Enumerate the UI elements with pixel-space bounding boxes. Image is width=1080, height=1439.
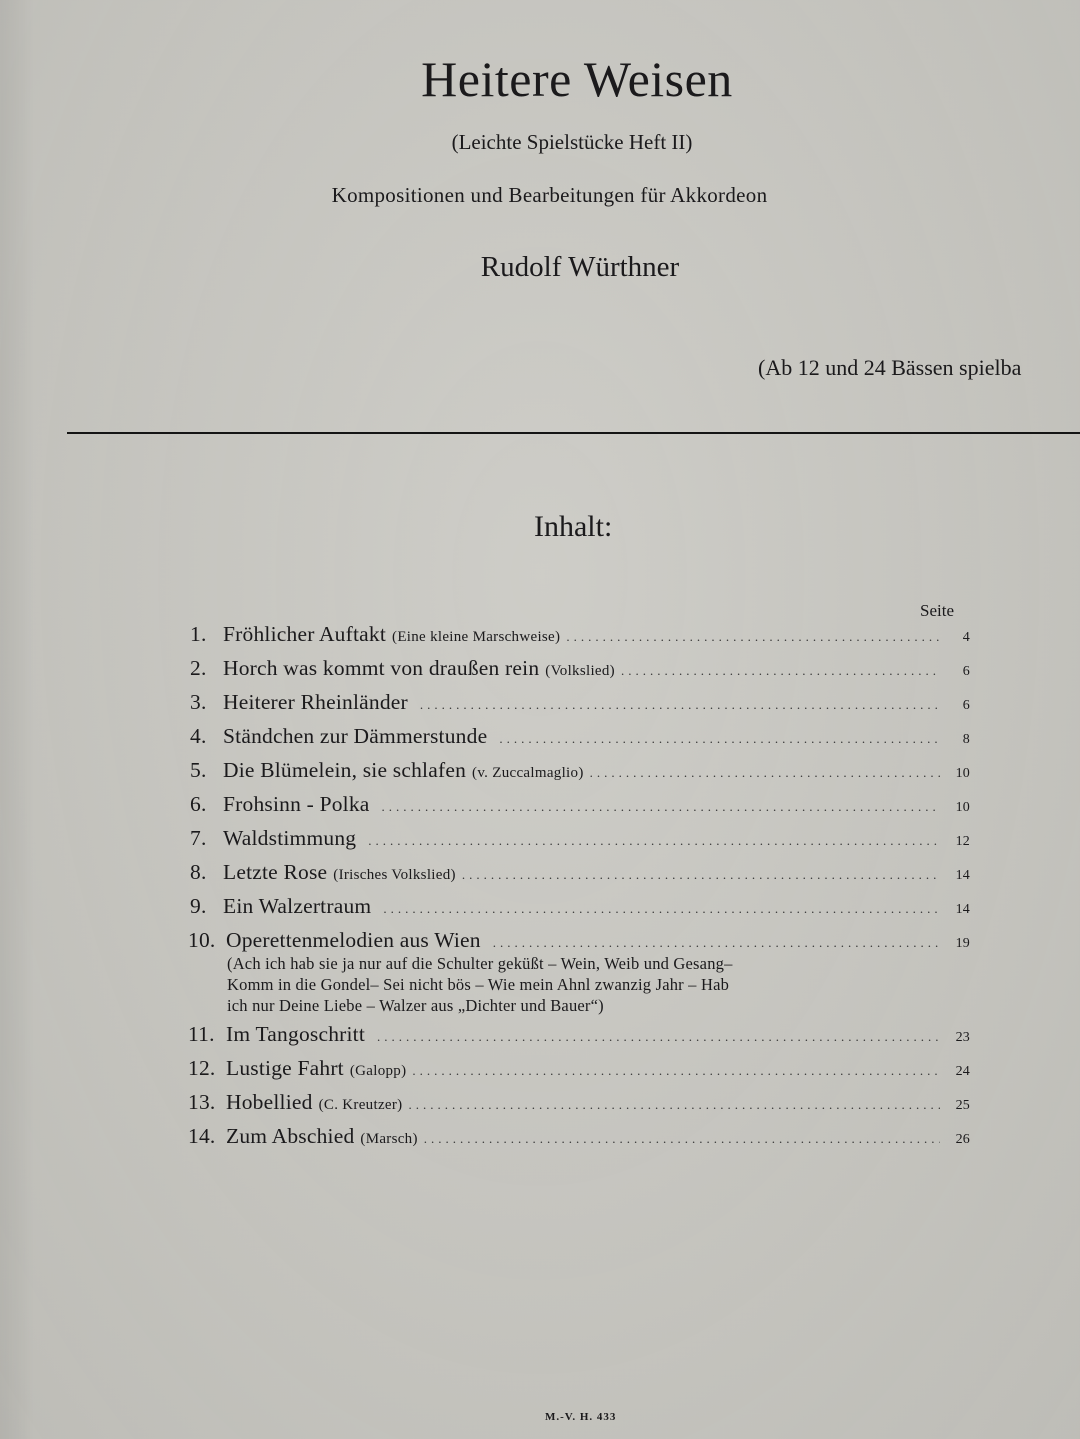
entry-note: (Irisches Volkslied) — [333, 867, 456, 883]
toc-entry — [190, 1124, 970, 1158]
sub-line: Komm in die Gondel– Sei nicht bös – Wie mein Ahnl zwanzig Jahr – Hab — [227, 975, 730, 994]
entry-number: 9. — [190, 894, 207, 918]
dot-leader — [424, 1131, 940, 1147]
entry-note: (Volkslied) — [545, 663, 615, 679]
entry-number: 5. — [190, 758, 207, 782]
entry-title: Frohsinn - Polka — [223, 792, 370, 816]
horizontal-rule — [67, 432, 1080, 434]
toc-entry — [190, 1056, 970, 1090]
toc-entry — [190, 826, 970, 860]
entry-page: 10 — [955, 800, 970, 815]
entry-number: 3. — [190, 690, 207, 714]
entry-sub-list — [227, 953, 970, 1016]
dot-leader — [590, 765, 940, 781]
dot-leader — [412, 1063, 940, 1079]
dot-leader — [499, 731, 940, 747]
dot-leader — [420, 697, 940, 713]
document-subtitle: (Leichte Spielstücke Heft II) — [451, 130, 693, 154]
dot-leader — [621, 663, 940, 679]
entry-page: 24 — [955, 1064, 970, 1079]
entry-page: 6 — [962, 664, 970, 679]
entry-title: Lustige Fahrt — [226, 1056, 344, 1080]
entry-title: Letzte Rose — [223, 860, 328, 884]
entry-title: Heiterer Rheinländer — [223, 690, 408, 714]
page-column-label: Seite — [920, 601, 954, 620]
entry-title: Operettenmelodien aus Wien — [226, 928, 481, 952]
toc-entry — [190, 758, 970, 792]
entry-page: 12 — [955, 834, 970, 849]
toc-entry — [190, 690, 970, 724]
entry-number: 10. — [188, 928, 216, 952]
table-of-contents — [190, 622, 970, 1158]
toc-entry — [190, 894, 970, 928]
dot-leader — [493, 935, 940, 951]
dot-leader — [368, 833, 940, 849]
entry-page: 8 — [962, 732, 970, 747]
entry-page: 26 — [955, 1132, 970, 1147]
toc-entry — [190, 724, 970, 758]
dot-leader — [566, 629, 940, 645]
contents-heading: Inhalt: — [534, 510, 613, 543]
bass-note: (Ab 12 und 24 Bässen spielba — [758, 355, 1022, 380]
document-description: Kompositionen und Bearbeitungen für Akkordeon — [331, 183, 768, 207]
entry-title: Im Tangoschritt — [226, 1022, 366, 1046]
dot-leader — [382, 799, 940, 815]
entry-number: 1. — [190, 622, 207, 646]
entry-note: (Eine kleine Marschweise) — [392, 629, 561, 645]
toc-entry — [190, 656, 970, 690]
entry-number: 11. — [188, 1022, 215, 1046]
entry-page: 6 — [962, 698, 970, 713]
entry-title: Waldstimmung — [223, 826, 357, 850]
entry-page: 10 — [955, 766, 970, 781]
entry-note: (C. Kreutzer) — [318, 1097, 403, 1113]
entry-note: (Marsch) — [360, 1131, 418, 1147]
entry-title: Horch was kommt von draußen rein — [223, 656, 540, 680]
toc-entry — [190, 622, 970, 656]
toc-entry — [190, 1022, 970, 1056]
entry-number: 13. — [188, 1090, 216, 1114]
sub-line: ich nur Deine Liebe – Walzer aus „Dichter und Bauer“) — [227, 996, 604, 1015]
dot-leader — [408, 1097, 940, 1113]
toc-entry — [190, 1090, 970, 1124]
author-name: Rudolf Würthner — [480, 251, 680, 283]
document-title: Heitere Weisen — [421, 51, 733, 107]
entry-page: 19 — [955, 936, 970, 951]
entry-number: 4. — [190, 724, 207, 748]
entry-note: (v. Zuccalmaglio) — [472, 765, 584, 781]
entry-page: 4 — [962, 630, 970, 645]
entry-number: 14. — [188, 1124, 216, 1148]
entry-title: Ständchen zur Dämmerstunde — [223, 724, 488, 748]
entry-page: 25 — [955, 1098, 970, 1113]
dot-leader — [377, 1029, 940, 1045]
entry-note: (Galopp) — [349, 1063, 407, 1079]
entry-page: 14 — [955, 868, 970, 883]
entry-page: 14 — [955, 902, 970, 917]
entry-number: 6. — [190, 792, 207, 816]
entry-title: Fröhlicher Auftakt — [223, 622, 387, 646]
entry-title: Die Blümelein, sie schlafen — [223, 758, 467, 782]
entry-number: 7. — [190, 826, 207, 850]
entry-title: Zum Abschied — [226, 1124, 355, 1148]
catalog-number: M.-V. H. 433 — [545, 1411, 617, 1423]
dot-leader — [383, 901, 940, 917]
entry-page: 23 — [955, 1030, 970, 1045]
entry-number: 12. — [188, 1056, 216, 1080]
entry-title: Ein Walzertraum — [223, 894, 372, 918]
entry-number: 8. — [190, 860, 207, 884]
entry-number: 2. — [190, 656, 207, 680]
sub-line: (Ach ich hab sie ja nur auf die Schulter geküßt – Wein, Weib und Gesang– — [227, 954, 733, 973]
entry-title: Hobellied — [226, 1090, 313, 1114]
dot-leader — [462, 867, 940, 883]
toc-entry — [190, 792, 970, 826]
toc-entry — [190, 860, 970, 894]
